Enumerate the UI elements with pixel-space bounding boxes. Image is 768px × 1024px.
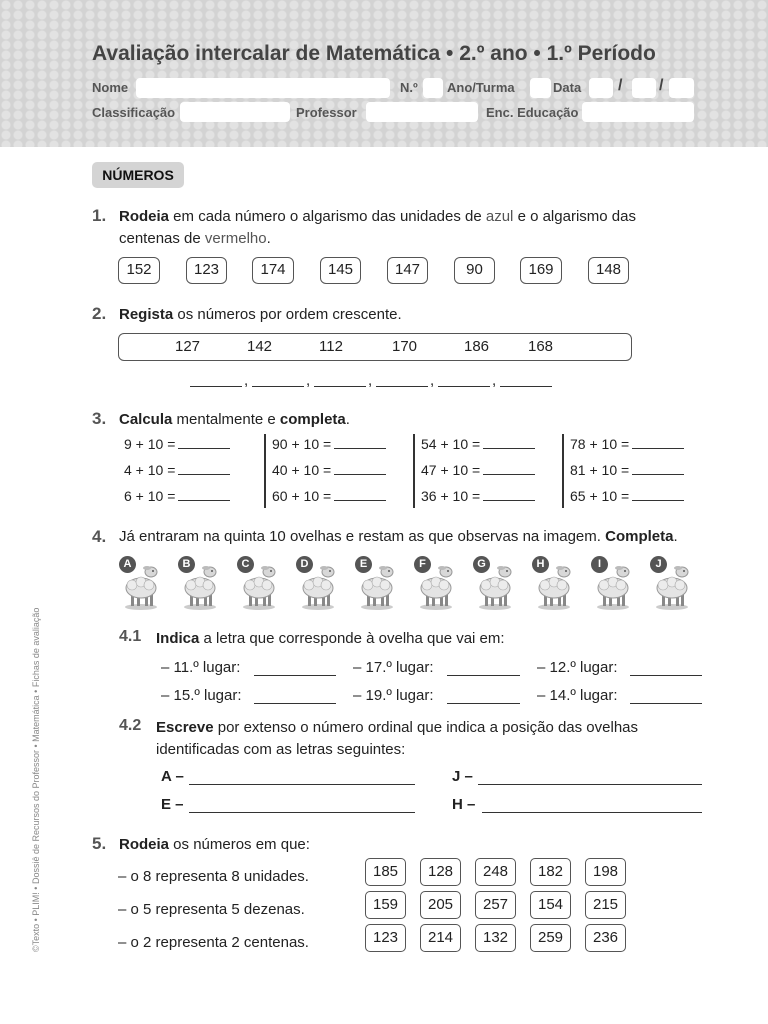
sheep-figure: [178, 556, 218, 612]
comma: ,: [244, 372, 249, 389]
question-4-text: [119, 526, 719, 548]
comma: ,: [430, 372, 435, 389]
text: e o algarismo das: [513, 208, 636, 225]
extenso-item: [161, 768, 184, 785]
answer-blank[interactable]: [632, 463, 684, 475]
question-2-text: [119, 304, 402, 326]
text: os números em que:: [169, 836, 310, 853]
answer-blank[interactable]: [483, 437, 535, 449]
number-box[interactable]: 174: [252, 257, 294, 284]
answer-blank[interactable]: [478, 784, 702, 785]
sheep-figure: [119, 556, 159, 612]
extenso-label: J –: [452, 768, 473, 785]
instruction-verb: Rodeia: [119, 836, 170, 853]
calc-expression: 4 + 10 =: [124, 462, 176, 478]
calc-expression: 78 + 10 =: [570, 436, 630, 452]
ordinal-label: – 19.º lugar:: [353, 687, 434, 704]
text: mentalmente e: [172, 411, 280, 428]
instruction-verb: Regista: [119, 306, 174, 323]
calc-expression: 6 + 10 =: [124, 488, 176, 504]
question-3-text: [119, 409, 350, 431]
column-divider: [562, 434, 564, 508]
sheep-figure: [414, 556, 454, 612]
instruction-verb: Escreve: [156, 719, 214, 736]
ordinal-label: – 17.º lugar:: [353, 659, 434, 676]
text: centenas de: [119, 230, 205, 247]
number-box[interactable]: 159: [365, 891, 406, 919]
ordinal-item: [161, 687, 242, 704]
page-title: Avaliação intercalar de Matemática • 2.º ano • 1.º Período: [92, 42, 656, 65]
ordinal-label: – 11.º lugar:: [161, 659, 241, 676]
answer-blank[interactable]: [314, 386, 366, 387]
professor-field[interactable]: [366, 102, 478, 122]
question-number: 5.: [92, 834, 107, 853]
nome-field[interactable]: [136, 78, 390, 98]
number-box[interactable]: 132: [475, 924, 516, 952]
number-box[interactable]: 154: [530, 891, 571, 919]
calc-item: [421, 488, 535, 504]
instruction-verb: Rodeia: [119, 208, 170, 225]
answer-blank[interactable]: [334, 489, 386, 501]
sheep-figure: [237, 556, 277, 612]
question-number: 1.: [92, 206, 107, 225]
ordinal-item: [353, 659, 434, 676]
ano-turma-field[interactable]: [530, 78, 551, 98]
header-band: [0, 0, 768, 147]
sequence-number: 186: [464, 338, 490, 355]
ordinal-item: [537, 659, 618, 676]
criterion-text: – o 2 representa 2 centenas.: [118, 934, 309, 951]
calc-item: [124, 436, 230, 452]
answer-blank[interactable]: [483, 463, 535, 475]
text: por extenso o número ordinal que indica a posição das ovelhas: [213, 719, 639, 736]
sequence-number: 168: [528, 338, 554, 355]
subquestion-number: 4.1: [119, 628, 142, 645]
number-box[interactable]: 145: [320, 257, 361, 284]
calc-expression: 54 + 10 =: [421, 436, 481, 452]
number-box[interactable]: 248: [475, 858, 516, 886]
ordinal-label: – 15.º lugar:: [161, 687, 242, 704]
calc-expression: 60 + 10 =: [272, 488, 332, 504]
number-box[interactable]: 198: [585, 858, 626, 886]
calc-item: [272, 462, 386, 478]
text: em cada número o algarismo das unidades de: [169, 208, 486, 225]
sheep-figure: [296, 556, 336, 612]
criterion-text: – o 5 representa 5 dezenas.: [118, 901, 305, 918]
number-box[interactable]: 182: [530, 858, 571, 886]
sheep-figure: [591, 556, 631, 612]
calc-item: [570, 436, 684, 452]
answer-blank[interactable]: [190, 386, 242, 387]
number-box[interactable]: 205: [420, 891, 461, 919]
number-box[interactable]: 152: [118, 257, 160, 284]
text: .: [673, 528, 678, 545]
sheep-letter-badge: E: [355, 556, 372, 573]
date-separator: /: [659, 77, 664, 94]
number-box[interactable]: 90: [454, 257, 495, 284]
sequence-number: 142: [247, 338, 273, 355]
sheep-letter-badge: D: [296, 556, 313, 573]
answer-blank[interactable]: [632, 437, 684, 449]
label-enc-educacao: Enc. Educação: [486, 105, 579, 120]
number-box[interactable]: 123: [365, 924, 406, 952]
calc-expression: 40 + 10 =: [272, 462, 332, 478]
number-box[interactable]: 169: [520, 257, 562, 284]
calc-item: [570, 488, 684, 504]
label-data: Data: [553, 80, 582, 95]
answer-blank[interactable]: [500, 386, 552, 387]
blue-word: azul: [485, 208, 514, 225]
calc-expression: 9 + 10 =: [124, 436, 176, 452]
question-number: 3.: [92, 409, 107, 428]
extenso-label: H –: [452, 796, 476, 813]
sheep-figure: [355, 556, 395, 612]
ordinal-item: [161, 659, 240, 676]
calc-item: [124, 488, 230, 504]
sheep-letter-badge: I: [591, 556, 608, 573]
sheep-letter-badge: B: [178, 556, 195, 573]
number-box[interactable]: 147: [387, 257, 428, 284]
answer-blank[interactable]: [376, 386, 428, 387]
question-5-text: [119, 834, 310, 856]
sheep-figure: [532, 556, 572, 612]
sheep-letter-badge: H: [532, 556, 549, 573]
calc-item: [570, 462, 684, 478]
answer-blank[interactable]: [189, 784, 415, 785]
date-month-field[interactable]: [632, 78, 656, 98]
answer-blank[interactable]: [438, 386, 490, 387]
answer-blank[interactable]: [254, 675, 336, 676]
calc-expression: 65 + 10 =: [570, 488, 630, 504]
answer-blank[interactable]: [447, 675, 520, 676]
text: Já entraram na quinta 10 ovelhas e restam as que observas na imagem.: [119, 528, 606, 545]
extenso-label: A –: [161, 768, 184, 785]
text: identificadas com as letras seguintes:: [156, 741, 406, 758]
answer-blank[interactable]: [632, 489, 684, 501]
sheep-letter-badge: A: [119, 556, 136, 573]
answer-blank[interactable]: [630, 703, 702, 704]
answer-blank[interactable]: [178, 437, 230, 449]
answer-blank[interactable]: [483, 489, 535, 501]
classificacao-field[interactable]: [180, 102, 290, 122]
column-divider: [413, 434, 415, 508]
calc-item: [272, 436, 386, 452]
answer-blank[interactable]: [189, 812, 415, 813]
calc-expression: 36 + 10 =: [421, 488, 481, 504]
ordinal-label: – 12.º lugar:: [537, 659, 618, 676]
date-separator: /: [618, 77, 623, 94]
date-year-field[interactable]: [669, 78, 694, 98]
answer-blank[interactable]: [482, 812, 702, 813]
comma: ,: [492, 372, 497, 389]
calc-item: [272, 488, 386, 504]
label-professor: Professor: [296, 105, 357, 120]
answer-blank[interactable]: [178, 463, 230, 475]
number-box[interactable]: 214: [420, 924, 461, 952]
calc-item: [421, 436, 535, 452]
sheep-figure: [473, 556, 513, 612]
sequence-number: 127: [175, 338, 201, 355]
instruction-verb: Calcula: [119, 411, 173, 428]
ordinal-label: – 14.º lugar:: [537, 687, 618, 704]
sheep-letter-badge: C: [237, 556, 254, 573]
numero-field[interactable]: [423, 78, 443, 98]
ordinal-item: [353, 687, 434, 704]
calc-item: [124, 462, 230, 478]
number-box[interactable]: 148: [588, 257, 629, 284]
answer-blank[interactable]: [334, 437, 386, 449]
answer-blank[interactable]: [447, 703, 520, 704]
answer-blank[interactable]: [252, 386, 304, 387]
text: a letra que corresponde à ovelha que vai em:: [199, 630, 505, 647]
label-classificacao: Classificação: [92, 105, 176, 120]
number-box[interactable]: 215: [585, 891, 626, 919]
criterion-text: – o 8 representa 8 unidades.: [118, 868, 309, 885]
column-divider: [264, 434, 266, 508]
sheep-figure: [650, 556, 690, 612]
instruction-verb: Completa: [605, 528, 674, 545]
extenso-label: E –: [161, 796, 184, 813]
comma: ,: [306, 372, 311, 389]
calc-item: [421, 462, 535, 478]
text: os números por ordem crescente.: [173, 306, 402, 323]
ordinal-item: [537, 687, 618, 704]
date-day-field[interactable]: [589, 78, 613, 98]
sequence-number: 112: [319, 338, 343, 355]
instruction-verb: completa: [279, 411, 346, 428]
answer-blank[interactable]: [178, 489, 230, 501]
question-1-text: [119, 206, 719, 250]
answer-blank[interactable]: [630, 675, 702, 676]
number-box[interactable]: 185: [365, 858, 406, 886]
subquestion-number: 4.2: [119, 717, 142, 734]
number-box[interactable]: 123: [186, 257, 227, 284]
comma: ,: [368, 372, 373, 389]
number-box[interactable]: 257: [475, 891, 516, 919]
label-ano-turma: Ano/Turma: [447, 80, 515, 95]
copyright-credit: ©Texto • PLIM! • Dossiê de Recursos do Professor • Matemática • Fichas de avaliação: [31, 607, 41, 952]
sheep-letter-badge: J: [650, 556, 667, 573]
answer-blank[interactable]: [334, 463, 386, 475]
extenso-item: [452, 768, 473, 785]
text: .: [266, 230, 271, 247]
section-badge: NÚMEROS: [92, 162, 184, 188]
sheep-letter-badge: G: [473, 556, 490, 573]
red-word: vermelho: [204, 230, 267, 247]
label-nome: Nome: [92, 80, 129, 95]
number-box[interactable]: 128: [420, 858, 461, 886]
sheep-letter-badge: F: [414, 556, 431, 573]
calc-expression: 90 + 10 =: [272, 436, 332, 452]
subquestion-4-2-text: [156, 717, 716, 761]
text: .: [345, 411, 350, 428]
number-sequence-box: [118, 333, 632, 361]
instruction-verb: Indica: [156, 630, 200, 647]
calc-expression: 47 + 10 =: [421, 462, 481, 478]
subquestion-4-1-text: [156, 628, 505, 650]
sequence-number: 170: [392, 338, 418, 355]
label-numero: N.º: [400, 80, 418, 95]
question-number: 4.: [92, 527, 107, 546]
calc-expression: 81 + 10 =: [570, 462, 630, 478]
number-box[interactable]: 236: [585, 924, 626, 952]
extenso-item: [161, 796, 184, 813]
question-number: 2.: [92, 304, 107, 323]
extenso-item: [452, 796, 475, 813]
enc-educacao-field[interactable]: [582, 102, 694, 122]
answer-blank[interactable]: [254, 703, 336, 704]
number-box[interactable]: 259: [530, 924, 571, 952]
